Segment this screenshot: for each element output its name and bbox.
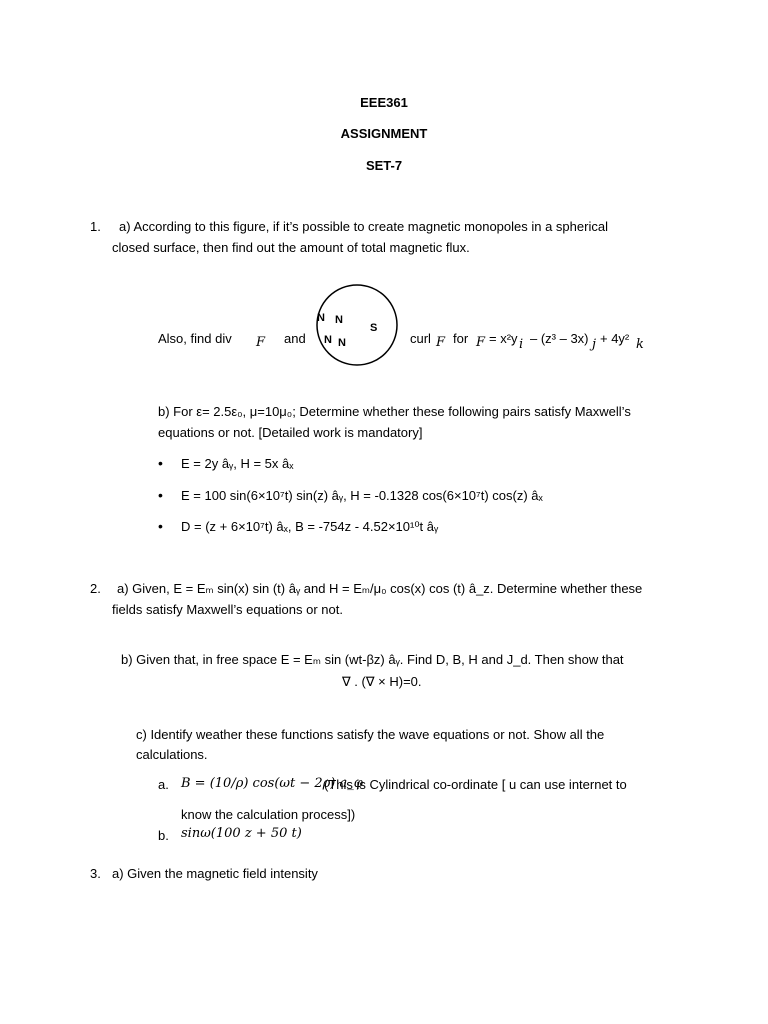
q2-b-line1: b) Given that, in free space E = Eₘ sin (wt-βz) âᵧ. Find D, B, H and J_d. Then show that [121,652,624,667]
q3-number: 3. [90,866,101,881]
pole-n-2: N [335,314,343,326]
monopole-sphere-diagram [314,282,400,370]
curl-text: curl [410,331,431,346]
q1-b-line2: equations or not. [Detailed work is mandatory] [158,425,423,440]
item-a-label: a. [158,777,169,792]
pole-n-1: N [317,312,325,324]
course-code: EEE361 [360,95,408,110]
item-b-label: b. [158,828,169,843]
field-part-2: – (z³ – 3x) [530,331,589,346]
item-a-formula: B = (10/ρ) cos(ωt − 2ρ) a_φ [181,776,363,791]
q1-a-line2: closed surface, then find out the amount of total magnetic flux. [112,240,470,255]
q2-c-line1: c) Identify weather these functions satisfy the wave equations or not. Show all the [136,727,605,742]
field-part-1: = x²y [489,331,518,346]
field-part-3: + 4y² [600,331,630,346]
and-text: and [284,331,306,346]
q2-c-line2: calculations. [136,747,208,762]
vector-f-2: F [436,335,446,350]
q2-b-line2: ∇ . (∇ × H)=0. [342,674,422,689]
q2-number: 2. [90,581,101,596]
pole-n-3: N [324,334,332,346]
q1-a-line1: a) According to this figure, if it’s possible to create magnetic monopoles in a spherical [119,219,608,234]
q1-b-line1: b) For ε= 2.5ε₀, μ=10μ₀; Determine whether these following pairs satisfy Maxwell’s [158,404,631,419]
set-number: SET-7 [365,158,403,173]
vector-f-1: F [256,335,266,350]
pair-3: D = (z + 6×10⁷t) âₓ, B = -754z - 4.52×10¹⁰t âᵧ [181,519,439,534]
pole-n-4: N [338,337,346,349]
bullet-2: • [158,487,163,503]
item-a-note1: (This is Cylindrical co-ordinate [ u can use internet to [324,777,627,792]
unit-k: k [636,337,644,352]
pole-s: S [370,322,378,334]
q2-a-line1: a) Given, E = Eₘ sin(x) sin (t) âᵧ and H = Eₘ/μ₀ cos(x) cos (t) â_z. Determine whether these [117,581,643,596]
item-b-formula: sinω(100 z + 50 t) [181,826,302,841]
vector-f-3: F [476,335,486,350]
q1-number: 1. [90,219,101,234]
unit-j: j [592,337,597,352]
q3-line: a) Given the magnetic field intensity [112,866,318,881]
bullet-3: • [158,518,163,534]
sphere-outline [317,285,397,365]
item-a-note2: know the calculation process]) [181,807,356,822]
q2-a-line2: fields satisfy Maxwell’s equations or not. [112,602,343,617]
pair-1: E = 2y âᵧ, H = 5x âₓ [181,456,294,471]
bullet-1: • [158,455,163,471]
doc-type: ASSIGNMENT [340,126,428,141]
unit-i: i [519,337,524,352]
for-text: for [453,331,469,346]
pair-2: E = 100 sin(6×10⁷t) sin(z) âᵧ, H = -0.1328 cos(6×10⁷t) cos(z) âₓ [181,488,543,503]
also-find-div: Also, find div [158,331,232,346]
